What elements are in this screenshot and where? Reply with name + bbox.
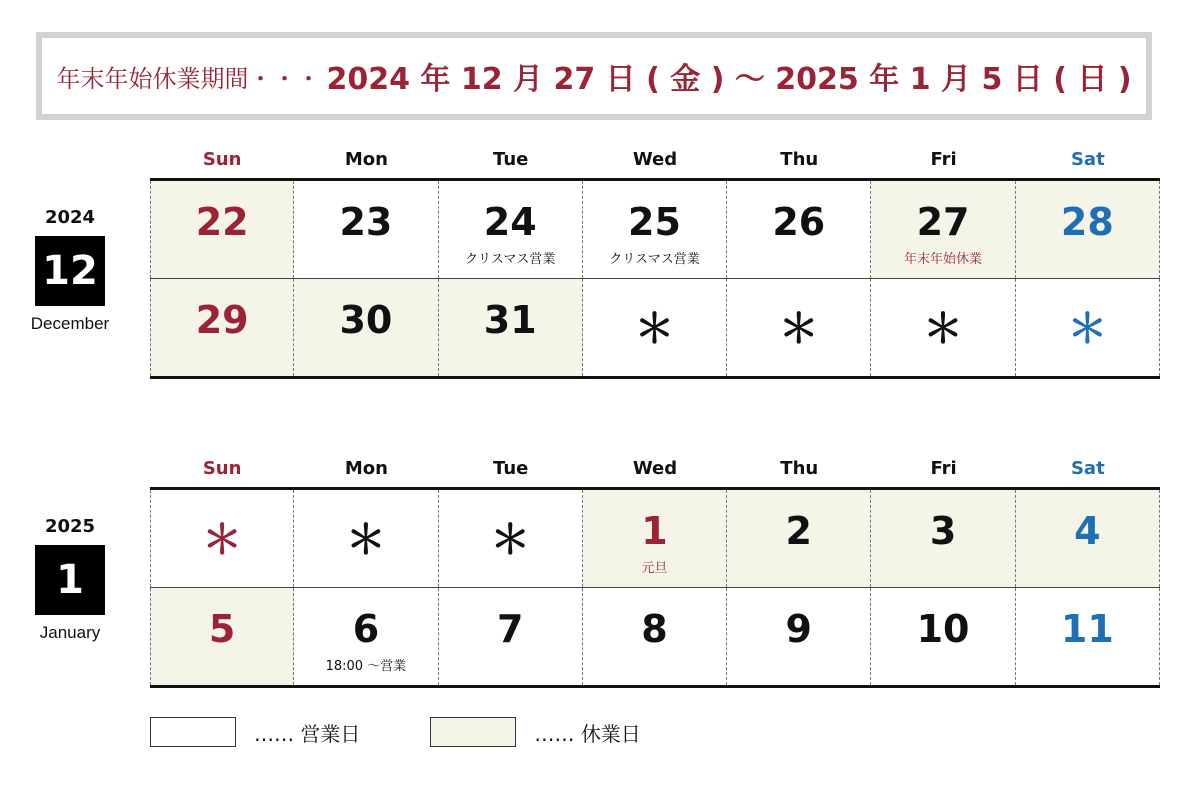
day-cell-10 [871,588,1015,685]
asterisk-mark: ＊ [1067,306,1108,352]
asterisk-mark: ＊ [345,517,386,563]
day-cell-4 [1016,490,1160,587]
month-label-december [22,206,118,334]
asterisk-mark: ＊ [778,306,819,352]
day-note: クリスマス営業 [464,252,556,267]
weekday-sat: Sat [1070,458,1105,479]
legend-open-swatch [150,717,236,747]
day-number: 9 [785,607,812,651]
day-cell-25 [583,181,727,278]
empty-day-cell [727,279,871,376]
weekday-wed: Wed [632,458,678,479]
day-number: 11 [1060,607,1114,651]
weekday-fri: Fri [930,458,957,479]
day-cell-26 [727,181,871,278]
day-number: 22 [195,200,249,244]
month-name: December [30,314,110,333]
weekday-header [150,457,1160,481]
legend-open-label: ‥‥‥ 営業日 [254,721,361,746]
day-cell-31 [439,279,583,376]
empty-day-cell [583,279,727,376]
day-number: 30 [339,298,393,342]
day-number: 26 [772,200,826,244]
day-cell-9 [727,588,871,685]
weekday-tue: Tue [493,149,529,170]
month-number-badge: 1 [35,545,105,615]
legend-closed-swatch [430,717,516,747]
calendar-grid-january [150,487,1160,688]
day-number: 8 [641,607,668,651]
month-name: January [39,623,101,642]
day-note: クリスマス営業 [609,252,700,267]
day-note: 年末年始休業 [904,252,983,267]
day-number: 23 [339,200,393,244]
day-cell-8 [583,588,727,685]
calendar-grid-december [150,178,1160,379]
calendar-week-row [150,490,1160,587]
day-note: 18:00 〜営業 [325,659,407,674]
day-number: 31 [483,298,537,342]
day-note: 元旦 [641,561,668,576]
day-number: 5 [208,607,236,651]
legend-closed-label: ‥‥‥ 休業日 [534,721,641,746]
holiday-period-banner [36,32,1152,120]
weekday-wed: Wed [632,149,678,170]
day-number: 28 [1060,200,1114,244]
day-cell-22 [150,181,294,278]
month-number-badge: 12 [35,236,105,306]
day-number: 6 [352,607,380,651]
asterisk-mark: ＊ [490,517,531,563]
banner-prefix: 年末年始休業期間・・・ [56,64,321,93]
day-number: 4 [1074,509,1101,553]
asterisk-mark: ＊ [202,517,243,563]
empty-day-cell [871,279,1015,376]
day-number: 1 [641,509,668,553]
empty-day-cell [294,490,438,587]
day-cell-11 [1016,588,1160,685]
month-year: 2025 [44,516,96,537]
day-cell-23 [294,181,438,278]
weekday-thu: Thu [780,149,819,170]
banner-date-range: 2024 年 12 月 27 日 ( 金 ) 〜 2025 年 1 月 5 日 ( 日 ) [326,62,1132,97]
weekday-sun: Sun [202,149,242,170]
asterisk-mark: ＊ [634,306,675,352]
asterisk-mark: ＊ [923,306,964,352]
weekday-mon: Mon [344,458,388,479]
weekday-sat: Sat [1070,149,1105,170]
calendar-week-row [150,181,1160,278]
weekday-tue: Tue [493,458,529,479]
day-number: 10 [916,607,970,651]
day-cell-2 [727,490,871,587]
empty-day-cell [439,490,583,587]
empty-day-cell [1016,279,1160,376]
calendar-week-row [150,278,1160,376]
day-cell-30 [294,279,438,376]
day-cell-24 [439,181,583,278]
calendar-week-row [150,587,1160,685]
day-cell-1 [583,490,727,587]
day-cell-29 [150,279,294,376]
day-cell-7 [439,588,583,685]
month-year: 2024 [44,207,96,228]
day-number: 25 [628,200,681,244]
legend [150,716,641,748]
month-label-january [22,515,118,643]
weekday-header [150,148,1160,172]
day-number: 2 [785,509,812,553]
weekday-fri: Fri [930,149,957,170]
weekday-mon: Mon [344,149,388,170]
weekday-thu: Thu [780,458,819,479]
day-number: 24 [483,200,537,244]
day-number: 27 [916,200,970,244]
empty-day-cell [150,490,294,587]
day-cell-28 [1016,181,1160,278]
day-cell-6 [294,588,438,685]
day-cell-5 [150,588,294,685]
day-number: 29 [195,298,249,342]
weekday-sun: Sun [202,458,242,479]
day-cell-3 [871,490,1015,587]
day-cell-27 [871,181,1015,278]
day-number: 3 [929,509,957,553]
day-number: 7 [496,607,524,651]
